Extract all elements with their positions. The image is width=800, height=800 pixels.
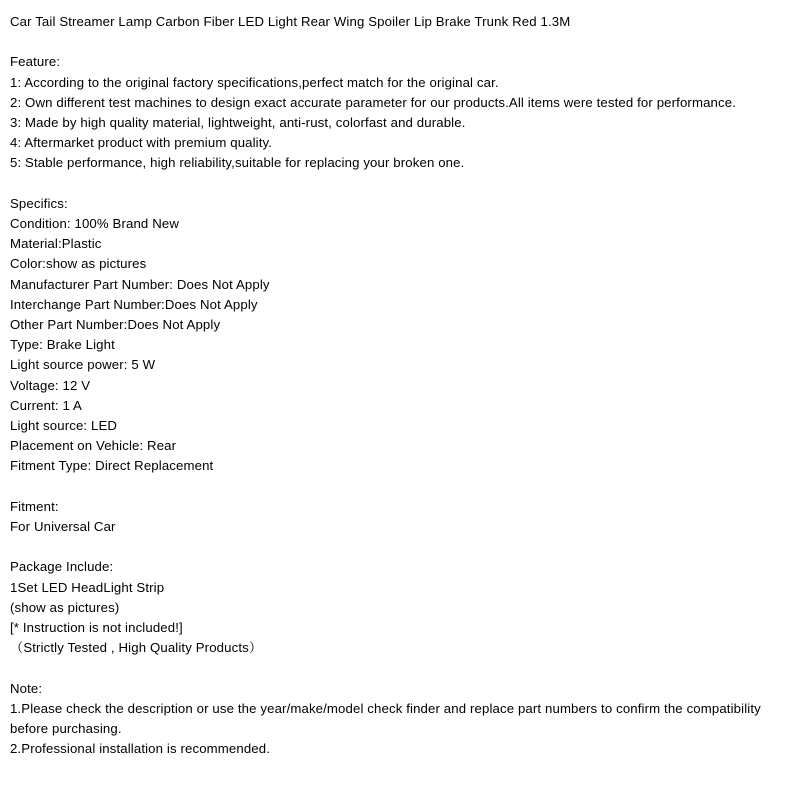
spacer xyxy=(10,32,786,52)
spec-fitment-type: Fitment Type: Direct Replacement xyxy=(10,458,214,474)
spec-material: Material:Plastic xyxy=(10,236,102,252)
spec-other-part-number: Other Part Number:Does Not Apply xyxy=(10,317,221,333)
feature-heading: Feature: xyxy=(10,54,61,70)
fitment-heading: Fitment: xyxy=(10,498,59,514)
spec-manufacturer-part-number: Manufacturer Part Number: Does Not Apply xyxy=(10,276,270,292)
package-item-2: (show as pictures) xyxy=(10,599,120,615)
note-item-1: 1.Please check the description or use the year/make/model check finder and replace part numbers to confirm the compatibility before purchasing. xyxy=(10,700,765,737)
spacer xyxy=(10,477,786,497)
package-include-heading: Package Include: xyxy=(10,559,114,575)
page-title: Car Tail Streamer Lamp Carbon Fiber LED Light Rear Wing Spoiler Lip Brake Trunk Red 1.3M xyxy=(10,14,571,29)
spec-condition: Condition: 100% Brand New xyxy=(10,216,179,231)
spec-voltage: Voltage: 12 V xyxy=(10,377,91,393)
feature-item-5: 5: Stable performance, high reliability,suitable for replacing your broken one. xyxy=(10,155,465,171)
spec-light-source: Light source: LED xyxy=(10,418,118,434)
spacer xyxy=(10,174,786,194)
package-item-4: （Strictly Tested , High Quality Products） xyxy=(10,640,263,656)
spec-interchange-part-number: Interchange Part Number:Does Not Apply xyxy=(10,296,258,312)
fitment-value: For Universal Car xyxy=(10,519,116,535)
package-item-1: 1Set LED HeadLight Strip xyxy=(10,579,165,595)
note-heading: Note: xyxy=(10,680,43,696)
note-item-2: 2.Professional installation is recommended. xyxy=(10,741,271,757)
spec-type: Type: Brake Light xyxy=(10,337,115,353)
feature-item-3: 3: Made by high quality material, lightweight, anti-rust, colorfast and durable. xyxy=(10,115,466,130)
spec-current: Current: 1 A xyxy=(10,397,82,413)
spacer xyxy=(10,658,786,678)
feature-item-1: 1: According to the original factory specifications,perfect match for the original car. xyxy=(10,74,499,90)
specifics-heading: Specifics: xyxy=(10,195,68,211)
feature-item-4: 4: Aftermarket product with premium quality. xyxy=(10,135,273,151)
spacer xyxy=(10,537,786,557)
feature-item-2: 2: Own different test machines to design exact accurate parameter for our products.All items were tested for performance. xyxy=(10,94,736,110)
spec-color: Color:show as pictures xyxy=(10,256,147,272)
spec-placement-on-vehicle: Placement on Vehicle: Rear xyxy=(10,438,177,454)
package-item-3: [* Instruction is not included!] xyxy=(10,620,183,636)
spec-light-source-power: Light source power: 5 W xyxy=(10,357,156,373)
